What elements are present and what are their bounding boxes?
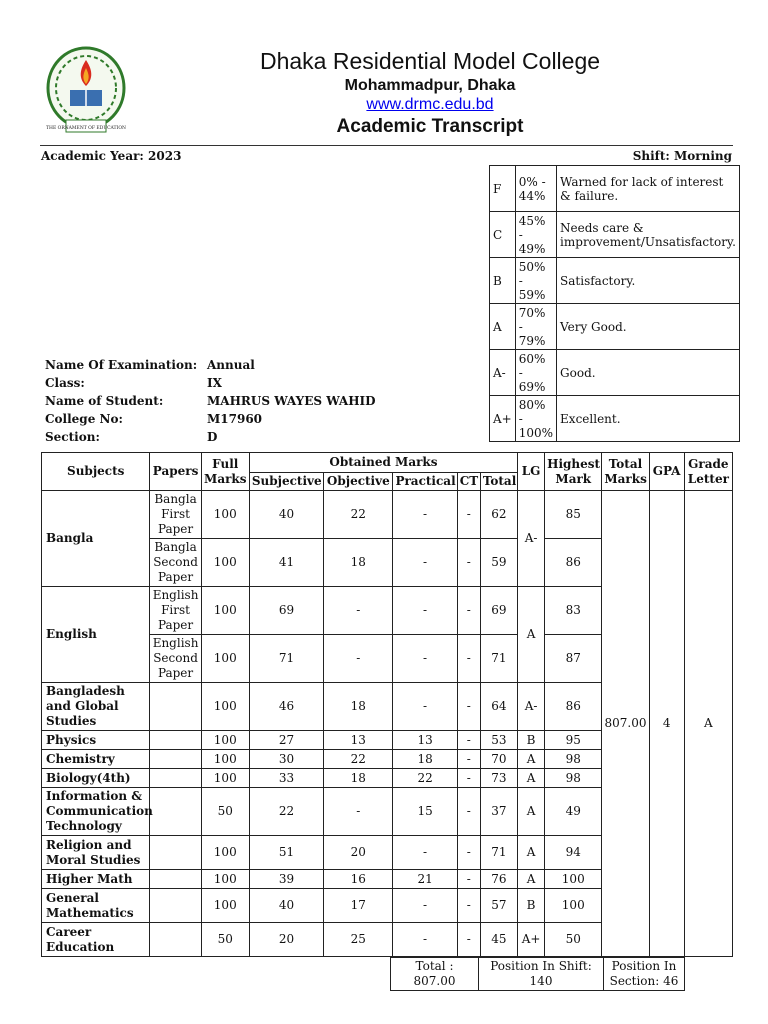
ct-marks: - <box>457 587 480 635</box>
objective-marks: - <box>324 788 393 836</box>
highest-mark: 98 <box>545 769 602 788</box>
letter-grade: A- <box>518 683 545 731</box>
objective-marks: 22 <box>324 491 393 539</box>
practical-marks: - <box>393 836 457 870</box>
practical-marks: - <box>393 635 457 683</box>
objective-marks: 18 <box>324 539 393 587</box>
practical-marks: - <box>393 923 457 957</box>
total-marks-cell: 71 <box>480 836 517 870</box>
total-marks-cell: 59 <box>480 539 517 587</box>
subject-name: Religion and Moral Studies <box>42 836 150 870</box>
total-marks-cell: 73 <box>480 769 517 788</box>
info-row <box>45 428 376 446</box>
ct-marks: - <box>457 491 480 539</box>
ct-marks: - <box>457 788 480 836</box>
header-objective: Objective <box>324 473 393 491</box>
subjective-marks: 71 <box>249 635 323 683</box>
subjective-marks: 30 <box>249 750 323 769</box>
highest-mark: 50 <box>545 923 602 957</box>
highest-mark: 49 <box>545 788 602 836</box>
objective-marks: 20 <box>324 836 393 870</box>
letter-grade: A <box>518 836 545 870</box>
letter-grade: A <box>518 769 545 788</box>
highest-mark: 100 <box>545 889 602 923</box>
ct-marks: - <box>457 836 480 870</box>
grade-scale-meaning: Needs care & improvement/Unsatisfactory. <box>557 212 740 258</box>
info-label: College No: <box>45 412 123 426</box>
highest-mark: 98 <box>545 750 602 769</box>
practical-marks: 21 <box>393 870 457 889</box>
header-grade-letter: Grade Letter <box>684 453 732 491</box>
ct-marks: - <box>457 750 480 769</box>
subject-name: Biology(4th) <box>42 769 150 788</box>
paper-name <box>150 750 201 769</box>
highest-mark: 87 <box>545 635 602 683</box>
grade-scale-grade: A- <box>490 350 516 396</box>
full-marks: 100 <box>201 769 249 788</box>
highest-mark: 83 <box>545 587 602 635</box>
full-marks: 100 <box>201 889 249 923</box>
header-subjects: Subjects <box>42 453 150 491</box>
letter-grade: A <box>518 750 545 769</box>
paper-name <box>150 923 201 957</box>
objective-marks: 13 <box>324 731 393 750</box>
subjective-marks: 39 <box>249 870 323 889</box>
college-website-link[interactable]: www.drmc.edu.bd <box>366 96 494 113</box>
subjective-marks: 33 <box>249 769 323 788</box>
subject-name: Chemistry <box>42 750 150 769</box>
header-ct: CT <box>457 473 480 491</box>
info-value: M17960 <box>207 412 263 426</box>
paper-name <box>150 683 201 731</box>
info-row <box>45 410 376 428</box>
paper-name <box>150 788 201 836</box>
position-in-shift: Position In Shift: 140 <box>479 958 604 991</box>
practical-marks: - <box>393 491 457 539</box>
objective-marks: 16 <box>324 870 393 889</box>
info-label: Class: <box>45 376 85 390</box>
grade-scale-meaning: Warned for lack of interest & failure. <box>557 166 740 212</box>
grade-scale-meaning: Satisfactory. <box>557 258 740 304</box>
grade-scale-table <box>489 165 740 442</box>
total-marks-cell: 76 <box>480 870 517 889</box>
objective-marks: 25 <box>324 923 393 957</box>
grade-scale-range: 80% - 100% <box>515 396 556 442</box>
subject-name: Bangla <box>42 491 150 587</box>
subject-name: English <box>42 587 150 683</box>
paper-name <box>150 870 201 889</box>
college-logo <box>44 46 128 138</box>
info-value: IX <box>207 376 222 390</box>
info-label: Name Of Examination: <box>45 358 198 372</box>
letter-grade: A <box>518 587 545 683</box>
total-marks-cell: 64 <box>480 683 517 731</box>
letter-grade: A <box>518 870 545 889</box>
highest-mark: 95 <box>545 731 602 750</box>
subjective-marks: 27 <box>249 731 323 750</box>
paper-name <box>150 769 201 788</box>
college-name: Dhaka Residential Model College <box>259 48 601 74</box>
ct-marks: - <box>457 923 480 957</box>
practical-marks: 22 <box>393 769 457 788</box>
shift: Shift: Morning <box>632 149 732 163</box>
full-marks: 50 <box>201 923 249 957</box>
practical-marks: - <box>393 889 457 923</box>
grade-scale-range: 45% - 49% <box>515 212 556 258</box>
subject-name: Physics <box>42 731 150 750</box>
header-total: Total <box>480 473 517 491</box>
letter-grade: A- <box>518 491 545 587</box>
header-obtained-marks: Obtained Marks <box>249 453 517 473</box>
subjective-marks: 51 <box>249 836 323 870</box>
info-value: D <box>207 430 218 444</box>
subject-name: Information & Communication Technology <box>42 788 150 836</box>
letter-grade: A <box>518 788 545 836</box>
highest-mark: 94 <box>545 836 602 870</box>
grade-scale-grade: A+ <box>490 396 516 442</box>
full-marks: 100 <box>201 683 249 731</box>
grade-scale-grade: F <box>490 166 516 212</box>
ct-marks: - <box>457 870 480 889</box>
paper-name <box>150 889 201 923</box>
student-info <box>45 356 376 446</box>
summary-grade-letter: A <box>684 491 732 957</box>
full-marks: 100 <box>201 491 249 539</box>
total-marks-cell: 53 <box>480 731 517 750</box>
total-marks-cell: 69 <box>480 587 517 635</box>
objective-marks: 22 <box>324 750 393 769</box>
grade-scale-grade: C <box>490 212 516 258</box>
letter-grade: A+ <box>518 923 545 957</box>
header-full-marks: Full Marks <box>201 453 249 491</box>
paper-name <box>150 836 201 870</box>
practical-marks: 13 <box>393 731 457 750</box>
grade-scale-range: 0% - 44% <box>515 166 556 212</box>
info-value: Annual <box>207 358 255 372</box>
highest-mark: 85 <box>545 491 602 539</box>
header-total-marks: Total Marks <box>602 453 649 491</box>
subjective-marks: 41 <box>249 539 323 587</box>
ct-marks: - <box>457 769 480 788</box>
document-title: Academic Transcript <box>336 116 524 137</box>
full-marks: 100 <box>201 750 249 769</box>
practical-marks: - <box>393 587 457 635</box>
subjective-marks: 20 <box>249 923 323 957</box>
grade-scale-range: 70% - 79% <box>515 304 556 350</box>
ct-marks: - <box>457 539 480 587</box>
highest-mark: 86 <box>545 683 602 731</box>
total-marks-cell: 70 <box>480 750 517 769</box>
grade-scale-row <box>490 258 740 304</box>
grade-scale-row <box>490 350 740 396</box>
paper-name: English Second Paper <box>150 635 201 683</box>
full-marks: 50 <box>201 788 249 836</box>
subject-name: Career Education <box>42 923 150 957</box>
subjective-marks: 40 <box>249 491 323 539</box>
objective-marks: - <box>324 635 393 683</box>
full-marks: 100 <box>201 635 249 683</box>
subjective-marks: 69 <box>249 587 323 635</box>
info-label: Name of Student: <box>45 394 164 408</box>
paper-name: English First Paper <box>150 587 201 635</box>
full-marks: 100 <box>201 587 249 635</box>
full-marks: 100 <box>201 539 249 587</box>
ct-marks: - <box>457 635 480 683</box>
ct-marks: - <box>457 683 480 731</box>
college-location: Mohammadpur, Dhaka <box>344 77 516 94</box>
subject-name: Bangladesh and Global Studies <box>42 683 150 731</box>
total-marks-cell: 71 <box>480 635 517 683</box>
letter-grade: B <box>518 889 545 923</box>
header-subjective: Subjective <box>249 473 323 491</box>
practical-marks: - <box>393 539 457 587</box>
grade-scale-grade: B <box>490 258 516 304</box>
grade-scale-grade: A <box>490 304 516 350</box>
objective-marks: 17 <box>324 889 393 923</box>
grade-scale-row <box>490 212 740 258</box>
full-marks: 100 <box>201 731 249 750</box>
info-row <box>45 392 376 410</box>
practical-marks: 18 <box>393 750 457 769</box>
grade-scale-meaning: Excellent. <box>557 396 740 442</box>
subjective-marks: 40 <box>249 889 323 923</box>
subject-name: General Mathematics <box>42 889 150 923</box>
info-row <box>45 374 376 392</box>
marks-table <box>41 452 733 957</box>
position-in-section: Position In Section: 46 <box>604 958 685 991</box>
info-row <box>45 356 376 374</box>
grade-scale-row <box>490 304 740 350</box>
summary-total-marks: 807.00 <box>602 491 649 957</box>
info-value: MAHRUS WAYES WAHID <box>207 394 376 408</box>
grade-scale-range: 50% - 59% <box>515 258 556 304</box>
grade-scale-row <box>490 396 740 442</box>
academic-year: Academic Year: 2023 <box>41 149 182 163</box>
header-highest-mark: Highest Mark <box>545 453 602 491</box>
svg-text:THE ORNAMENT OF EDUCATION: THE ORNAMENT OF EDUCATION <box>46 126 126 131</box>
paper-name: Bangla Second Paper <box>150 539 201 587</box>
subjective-marks: 46 <box>249 683 323 731</box>
subject-name: Higher Math <box>42 870 150 889</box>
paper-name <box>150 731 201 750</box>
full-marks: 100 <box>201 836 249 870</box>
total-marks-cell: 62 <box>480 491 517 539</box>
header-papers: Papers <box>150 453 201 491</box>
objective-marks: 18 <box>324 769 393 788</box>
grade-scale-meaning: Very Good. <box>557 304 740 350</box>
paper-name: Bangla First Paper <box>150 491 201 539</box>
highest-mark: 86 <box>545 539 602 587</box>
summary-gpa: 4 <box>649 491 684 957</box>
position-summary <box>390 957 685 991</box>
overall-total: Total : 807.00 <box>391 958 479 991</box>
total-marks-cell: 57 <box>480 889 517 923</box>
header-lg: LG <box>518 453 545 491</box>
table-row <box>42 491 733 539</box>
grade-scale-range: 60% - 69% <box>515 350 556 396</box>
full-marks: 100 <box>201 870 249 889</box>
ct-marks: - <box>457 889 480 923</box>
subjective-marks: 22 <box>249 788 323 836</box>
objective-marks: - <box>324 587 393 635</box>
practical-marks: - <box>393 683 457 731</box>
objective-marks: 18 <box>324 683 393 731</box>
info-label: Section: <box>45 430 100 444</box>
highest-mark: 100 <box>545 870 602 889</box>
letter-grade: B <box>518 731 545 750</box>
total-marks-cell: 45 <box>480 923 517 957</box>
grade-scale-row <box>490 166 740 212</box>
header-practical: Practical <box>393 473 457 491</box>
grade-scale-meaning: Good. <box>557 350 740 396</box>
header-gpa: GPA <box>649 453 684 491</box>
header-divider <box>40 145 733 146</box>
practical-marks: 15 <box>393 788 457 836</box>
total-marks-cell: 37 <box>480 788 517 836</box>
ct-marks: - <box>457 731 480 750</box>
